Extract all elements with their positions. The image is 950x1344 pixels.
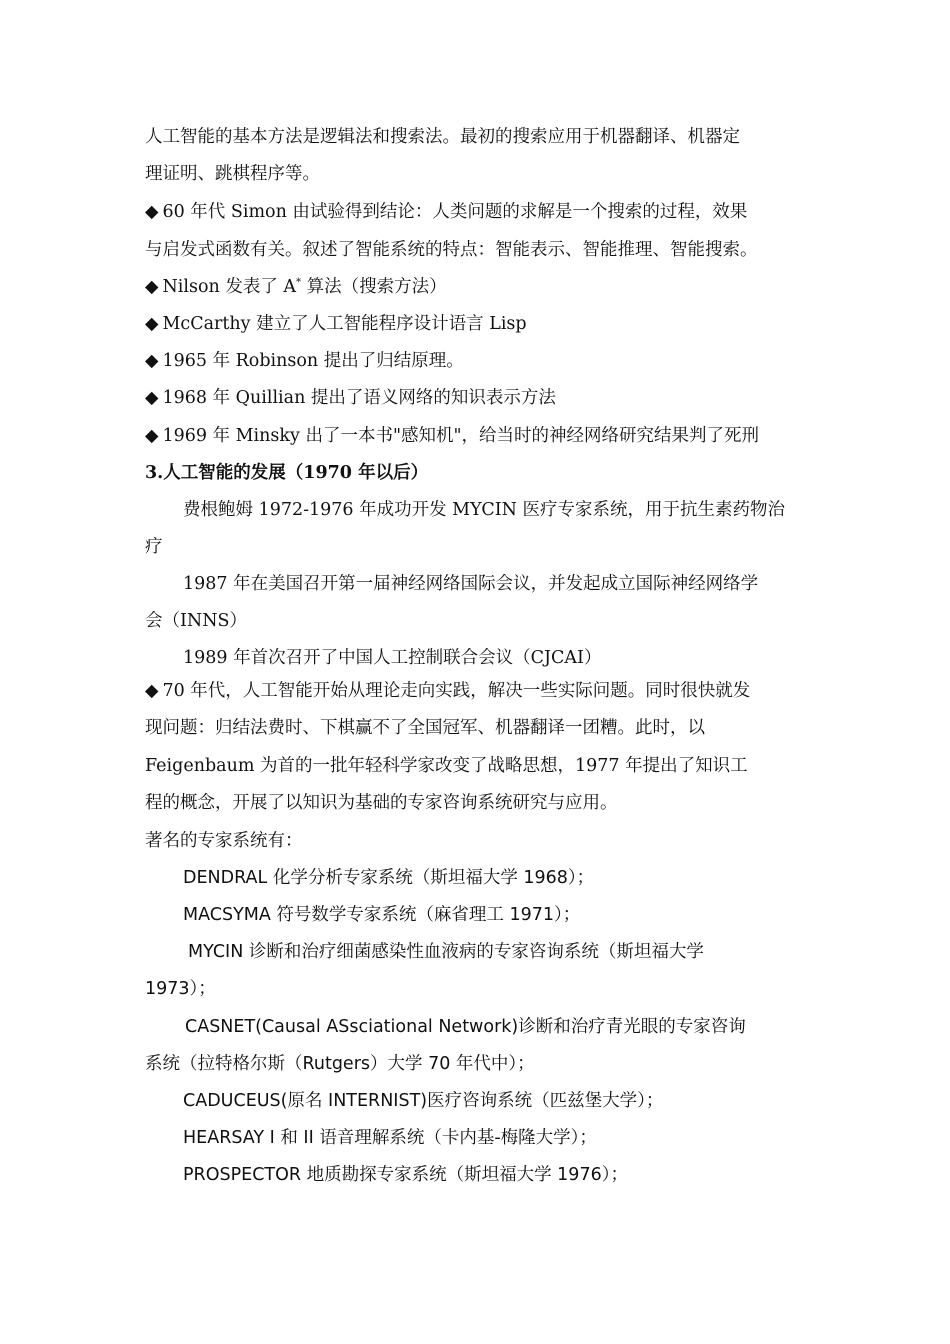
bullet-item [145,200,810,224]
section-heading: 3.人工智能的发展（1970 年以后） [145,463,429,483]
list-item: MYCIN 诊断和治疗细菌感染性血液病的专家咨询系统（斯坦福大学 [188,942,704,962]
bullet-item [145,386,810,410]
diamond-bullet-icon: ◆ [145,277,159,297]
paragraph-line: 1989 年首次召开了中国人工控制联合会议（CJCAI） [183,648,602,668]
bullet-text-cont: 算法（搜索方法） [301,277,447,297]
bullet-item [145,275,810,299]
diamond-bullet-icon: ◆ [145,426,159,446]
paragraph-line: 费根鲍姆 1972-1976 年成功开发 MYCIN 医疗专家系统，用于抗生素药物治 [183,500,786,520]
paragraph-line: 会（INNS） [145,611,248,631]
list-item: PROSPECTOR 地质勘探专家系统（斯坦福大学 1976）； [183,1165,628,1185]
paragraph-line: 理证明、跳棋程序等。 [145,164,320,184]
bullet-text: 70 年代，人工智能开始从理论走向实践，解决一些实际问题。同时很快就发 [162,681,751,701]
list-item: DENDRAL 化学分析专家系统（斯坦福大学 1968）； [183,868,595,888]
list-item: HEARSAY I 和 II 语音理解系统（卡内基-梅隆大学）； [183,1128,597,1148]
paragraph-line: 程的概念，开展了以知识为基础的专家咨询系统研究与应用。 [145,793,618,813]
list-item-cont: 1973）； [145,979,216,999]
paragraph-line: 著名的专家系统有： [145,831,303,851]
list-item-cont: 系统（拉特格尔斯（Rutgers）大学 70 年代中）； [145,1054,535,1074]
bullet-text: McCarthy 建立了人工智能程序设计语言 Lisp [162,314,527,334]
diamond-bullet-icon: ◆ [145,351,159,371]
bullet-text: 1965 年 Robinson 提出了归结原理。 [162,351,464,371]
bullet-text: 1969 年 Minsky 出了一本书"感知机"，给当时的神经网络研究结果判了死刑 [162,426,760,446]
bullet-item [145,349,810,373]
bullet-item [145,312,810,336]
paragraph-line: 疗 [145,537,163,557]
diamond-bullet-icon: ◆ [145,314,159,334]
bullet-text: Nilson 发表了 A [162,277,297,297]
superscript-star: * [296,277,302,289]
paragraph-line: Feigenbaum 为首的一批年轻科学家改变了战略思想，1977 年提出了知识工 [145,756,748,776]
bullet-text: 1968 年 Quillian 提出了语义网络的知识表示方法 [162,388,556,408]
paragraph-line: 人工智能的基本方法是逻辑法和搜索法。最初的搜索应用于机器翻译、机器定 [145,127,740,147]
list-item: MACSYMA 符号数学专家系统（麻省理工 1971）； [183,905,581,925]
bullet-text: 60 年代 Simon 由试验得到结论：人类问题的求解是一个搜索的过程，效果 [162,202,748,222]
diamond-bullet-icon: ◆ [145,388,159,408]
bullet-item [145,679,810,703]
list-item: CASNET(Causal ASsciational Network)诊断和治疗青光眼的专家咨询 [185,1017,746,1037]
paragraph-line: 现问题：归结法费时、下棋赢不了全国冠军、机器翻译一团糟。此时，以 [145,718,705,738]
list-item: CADUCEUS(原名 INTERNIST)医疗咨询系统（匹兹堡大学）； [183,1091,664,1111]
paragraph-line: 1987 年在美国召开第一届神经网络国际会议，并发起成立国际神经网络学 [183,574,759,594]
diamond-bullet-icon: ◆ [145,202,159,222]
bullet-item [145,424,810,448]
paragraph-line: 与启发式函数有关。叙述了智能系统的特点：智能表示、智能推理、智能搜索。 [145,240,758,260]
diamond-bullet-icon: ◆ [145,681,159,701]
